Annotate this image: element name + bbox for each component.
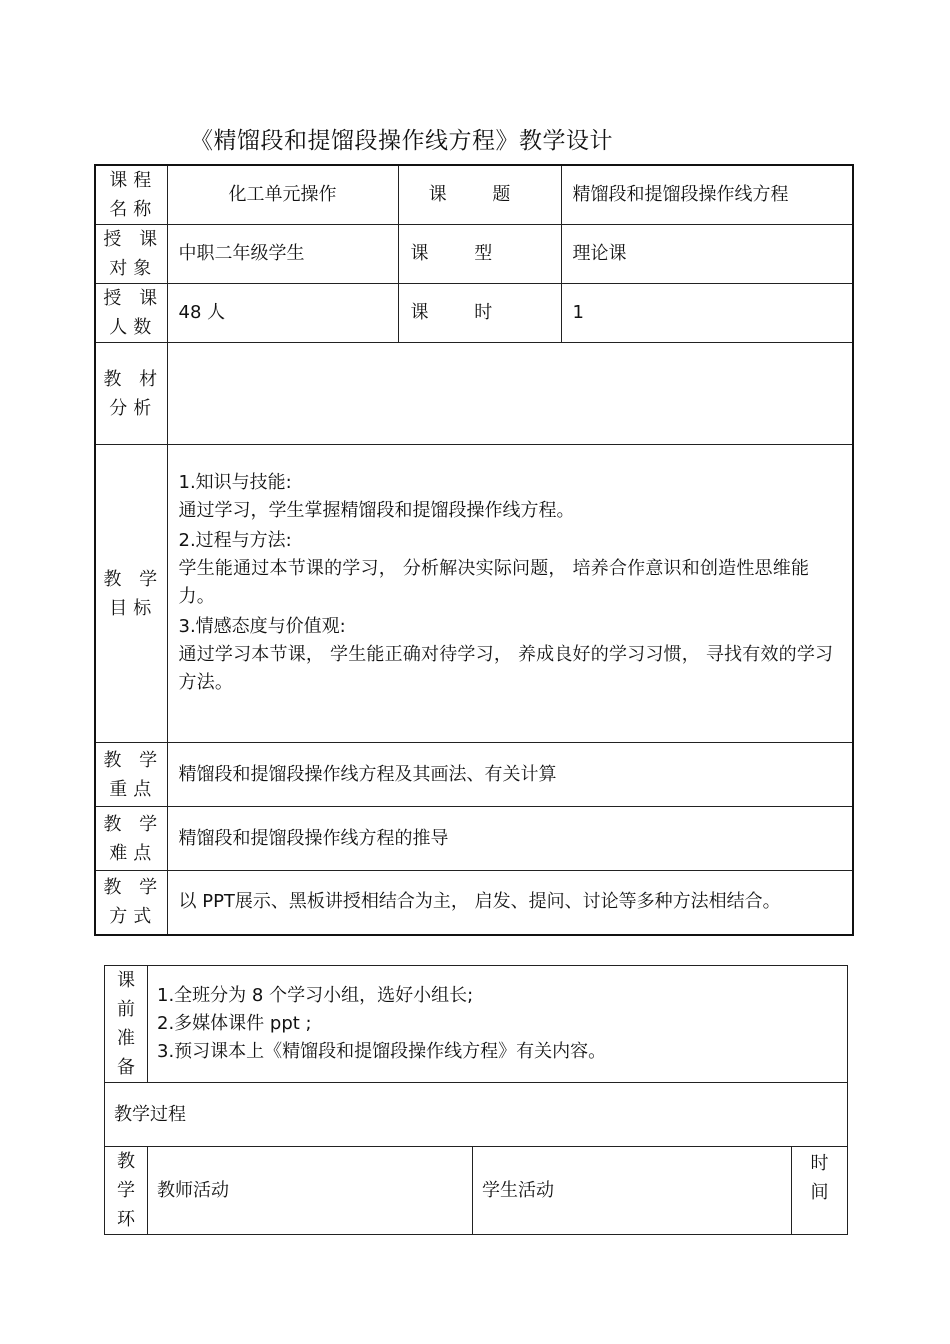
- count-label-line1: 授 课: [103, 288, 164, 309]
- goals-label: [95, 445, 167, 743]
- course-name-label-line1: 课程: [109, 170, 158, 191]
- row-audience: [95, 225, 853, 284]
- audience-label-line2: 对象: [109, 258, 158, 279]
- material-label-line1: 教 材: [103, 368, 164, 390]
- row-course-name: [95, 165, 853, 225]
- row-material: [95, 343, 853, 445]
- time-header: [792, 1147, 848, 1235]
- difficulty-label: [95, 807, 167, 871]
- key-label-line1: 教 学: [103, 749, 164, 771]
- difficulty-label-line1: 教 学: [103, 813, 164, 835]
- row-process-header: [105, 1147, 848, 1235]
- key-value: 精馏段和提馏段操作线方程及其画法、有关计算: [167, 743, 853, 807]
- prep-label: [105, 966, 148, 1083]
- row-goals: [95, 445, 853, 743]
- prep-item-1: 1.全班分为 8 个学习小组，选好小组长;: [157, 985, 474, 1006]
- hours-label: 课 时: [398, 284, 561, 343]
- process-title: 教学过程: [105, 1083, 848, 1147]
- stage-label-char1: 教: [117, 1151, 135, 1172]
- type-label: 课 型: [398, 225, 561, 284]
- goals-label-line2: 目标: [109, 597, 158, 619]
- goal-heading-3: 3.情感态度与价值观:: [178, 616, 346, 637]
- hours-value: 1: [561, 284, 853, 343]
- stage-label: [105, 1147, 148, 1235]
- row-difficulty: [95, 807, 853, 871]
- key-label-line2: 重点: [109, 778, 158, 800]
- lesson-info-table: [94, 164, 854, 936]
- stage-label-char2: 学: [117, 1180, 135, 1201]
- difficulty-label-line2: 难点: [109, 842, 158, 864]
- topic-label: 课 题: [398, 165, 561, 225]
- topic-value: 精馏段和提馏段操作线方程: [561, 165, 853, 225]
- method-label-line2: 方式: [109, 906, 158, 928]
- course-name-label-line2: 名称: [109, 199, 158, 220]
- document-title: 《精馏段和提馏段操作线方程》教学设计: [190, 128, 613, 154]
- row-key: [95, 743, 853, 807]
- row-count: [95, 284, 853, 343]
- prep-label-char2: 前: [117, 999, 135, 1020]
- goal-text-2: 学生能通过本节课的学习， 分析解决实际问题， 培养合作意识和创造性思维能力。: [178, 558, 810, 607]
- material-label: [95, 343, 167, 445]
- material-value: [167, 343, 853, 445]
- prep-label-char4: 备: [117, 1057, 135, 1078]
- prep-content: [148, 966, 848, 1083]
- method-label: [95, 871, 167, 935]
- goal-heading-2: 2.过程与方法:: [178, 530, 292, 551]
- method-value: 以 PPT展示、黑板讲授相结合为主， 启发、提问、讨论等多种方法相结合。: [167, 871, 853, 935]
- course-name-label: [95, 165, 167, 225]
- type-value: 理论课: [561, 225, 853, 284]
- audience-label-line1: 授 课: [103, 229, 164, 250]
- teacher-activity-header: 教师活动: [148, 1147, 473, 1235]
- prep-label-char3: 准: [117, 1028, 135, 1049]
- student-activity-header: 学生活动: [473, 1147, 792, 1235]
- audience-label: [95, 225, 167, 284]
- prep-item-3: 3.预习课本上《精馏段和提馏段操作线方程》有关内容。: [157, 1041, 607, 1062]
- goal-text-3: 通过学习本节课， 学生能正确对待学习， 养成良好的学习习惯， 寻找有效的学习方法。: [178, 644, 834, 693]
- prep-item-2: 2.多媒体课件 ppt ;: [157, 1013, 312, 1034]
- row-prep: [105, 966, 848, 1083]
- key-label: [95, 743, 167, 807]
- prep-label-char1: 课: [117, 970, 135, 991]
- course-name-value: 化工单元操作: [167, 165, 398, 225]
- count-value: 48 人: [167, 284, 398, 343]
- teaching-process-table: [104, 965, 848, 1235]
- stage-label-char3: 环: [117, 1209, 135, 1230]
- material-label-line2: 分析: [109, 397, 158, 419]
- time-label-char2: 间: [810, 1182, 829, 1203]
- row-process-title: [105, 1083, 848, 1147]
- goal-heading-1: 1.知识与技能:: [178, 472, 292, 493]
- goal-text-1: 通过学习，学生掌握精馏段和提馏段操作线方程。: [178, 500, 575, 521]
- goals-label-line1: 教 学: [103, 568, 164, 590]
- count-label: [95, 284, 167, 343]
- method-label-line1: 教 学: [103, 877, 164, 899]
- goals-content: [167, 445, 853, 743]
- count-label-line2: 人数: [109, 317, 158, 338]
- time-label-char1: 时: [810, 1153, 829, 1174]
- audience-value: 中职二年级学生: [167, 225, 398, 284]
- difficulty-value: 精馏段和提馏段操作线方程的推导: [167, 807, 853, 871]
- row-method: [95, 871, 853, 935]
